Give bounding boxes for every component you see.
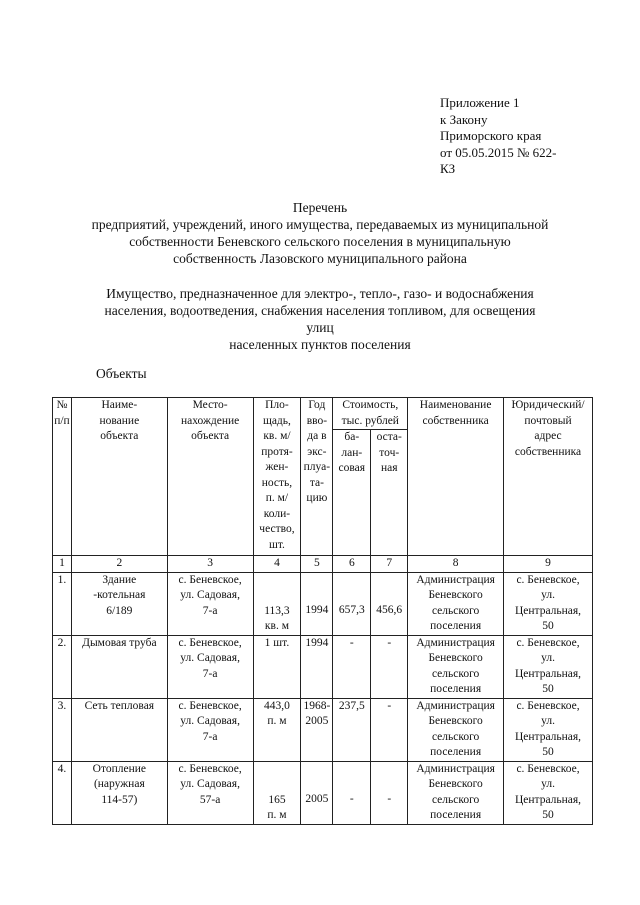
cell-text: 1 шт. (264, 636, 290, 649)
objects-label: Объекты (96, 366, 147, 381)
cell-text: Центральная, (514, 793, 582, 806)
header-text: объекта (100, 430, 139, 442)
object-residual-cost: 456,6 (371, 572, 408, 635)
cell-text: Здание (102, 573, 137, 586)
header-text: лан- (341, 446, 363, 459)
cell-text: с. Беневское, (516, 573, 580, 586)
cell-text: 50 (542, 809, 554, 821)
header-text: Место- (192, 399, 228, 411)
cell-text: ул. (541, 652, 555, 664)
header-location (167, 398, 253, 556)
header-text: п. м/ (265, 492, 289, 504)
owner-address (504, 635, 593, 698)
row-number: 3. (53, 698, 72, 761)
owner-name (408, 761, 504, 824)
object-balance-cost: - (333, 635, 371, 698)
header-text: точ- (379, 446, 400, 459)
header-balance (333, 430, 371, 556)
table-row (53, 572, 593, 635)
owner-address (504, 572, 593, 635)
object-location (167, 635, 253, 698)
object-area (253, 572, 301, 635)
cell-text: Сеть тепловая (84, 699, 155, 712)
cell-text: с. Беневское, (178, 573, 242, 586)
header-text: тыс. рублей (341, 414, 399, 427)
column-number: 2 (71, 556, 167, 573)
owner-name (408, 698, 504, 761)
cell-text: 2005 (305, 793, 329, 805)
column-number: 7 (371, 556, 408, 573)
column-numbering-row (53, 556, 593, 573)
owner-address (504, 761, 593, 824)
object-balance-cost: - (333, 761, 371, 824)
object-year (301, 572, 333, 635)
header-name (71, 398, 167, 556)
table-row (53, 698, 593, 761)
cell-text: ул. (541, 778, 555, 790)
header-text: ная (380, 462, 398, 474)
cell-text: 50 (542, 620, 554, 632)
header-residual (371, 430, 408, 556)
header-text: оста- (376, 431, 402, 443)
column-number: 3 (167, 556, 253, 573)
object-year (301, 761, 333, 824)
cell-text: п. м (267, 715, 287, 727)
object-area (253, 698, 301, 761)
cell-text: сельского (431, 730, 480, 743)
cell-text: Центральная, (514, 667, 582, 680)
cell-text: 50 (542, 683, 554, 695)
cell-text: Администрация (416, 573, 495, 586)
cell-text: 1968- (303, 699, 331, 712)
header-text: ба- (344, 431, 360, 443)
appendix-line: Приложение 1 (440, 95, 520, 110)
header-text: Пло- (265, 399, 289, 411)
cell-text: 165 (268, 793, 286, 806)
header-text: вво- (306, 414, 328, 427)
cell-text: 7-а (202, 730, 218, 743)
header-text: плуа- (303, 461, 331, 473)
cell-text: Администрация (416, 636, 495, 649)
cell-text: (наружная (93, 778, 145, 790)
cell-text: Отопление (92, 762, 147, 775)
column-number: 4 (253, 556, 301, 573)
header-text: Юридический/ (511, 399, 585, 411)
header-text: Наиме- (101, 399, 138, 411)
cell-text: п. м (267, 809, 287, 821)
appendix-block (440, 95, 610, 178)
header-year (301, 398, 333, 556)
cell-text: ул. Садовая, (180, 715, 240, 727)
header-text: адрес (534, 430, 562, 442)
header-text: чество, (259, 523, 295, 535)
cell-text: Администрация (416, 762, 495, 775)
cell-text: поселения (430, 683, 482, 695)
cell-text: 50 (542, 746, 554, 758)
owner-name (408, 572, 504, 635)
subtitle-line: Имущество, предназначенное для электро-, тепло-, газо- и водоснабжения (106, 286, 534, 301)
appendix-line: Приморского края (440, 128, 542, 143)
appendix-line: от 05.05.2015 № 622- (440, 144, 557, 160)
object-balance-cost: 657,3 (333, 572, 371, 635)
header-text: Стоимость, (342, 399, 399, 411)
header-text: почтовый (524, 414, 572, 427)
header-text: объекта (191, 430, 230, 442)
object-area (253, 761, 301, 824)
cell-text: с. Беневское, (516, 699, 580, 712)
object-name (71, 572, 167, 635)
cell-text: 2005 (305, 715, 329, 727)
object-year (301, 698, 333, 761)
cell-text: 7-а (202, 604, 218, 617)
header-text: шт. (268, 538, 285, 551)
header-text: совая (338, 462, 366, 474)
cell-text: 7-а (202, 667, 218, 680)
header-text: Наименование (419, 399, 492, 411)
owner-name (408, 635, 504, 698)
cell-text: Администрация (416, 699, 495, 712)
object-year (301, 635, 333, 698)
cell-text: с. Беневское, (178, 636, 242, 649)
cell-text: ул. (541, 589, 555, 601)
cell-text: 1994 (305, 604, 329, 616)
object-area (253, 635, 301, 698)
header-text: собственника (514, 445, 582, 458)
header-text: Год (308, 399, 326, 411)
column-number: 5 (301, 556, 333, 573)
header-text: жен- (265, 461, 289, 473)
object-name (71, 761, 167, 824)
table-row (53, 761, 593, 824)
header-text: коли- (263, 507, 291, 520)
cell-text: Беневского (428, 652, 483, 664)
header-num (53, 398, 72, 556)
header-text: ность, (261, 476, 293, 489)
title-line: Перечень (292, 200, 348, 215)
cell-text: 114-57) (101, 793, 138, 806)
cell-text: Центральная, (514, 604, 582, 617)
row-number: 1. (53, 572, 72, 635)
title-line: предприятий, учреждений, иного имущества, передаваемых из муниципальной (91, 217, 549, 232)
title-line: собственности Беневского сельского поселения в муниципальную (129, 234, 511, 249)
object-name (71, 635, 167, 698)
header-area (253, 398, 301, 556)
header-text: нование (99, 414, 140, 427)
document-title (40, 199, 600, 267)
owner-address (504, 698, 593, 761)
header-owner (408, 398, 504, 556)
table-header-row (53, 398, 593, 430)
cell-text: 57-а (199, 793, 221, 806)
object-location (167, 761, 253, 824)
row-number: 2. (53, 635, 72, 698)
cell-text: Беневского (428, 715, 483, 727)
header-text: собственника (422, 414, 489, 427)
header-address (504, 398, 593, 556)
column-number: 1 (53, 556, 72, 573)
cell-text: сельского (431, 667, 480, 680)
object-residual-cost: - (371, 698, 408, 761)
appendix-line: к Закону (440, 111, 488, 127)
cell-text: ул. (541, 715, 555, 727)
header-text: экс- (307, 445, 327, 458)
header-text: щадь, (262, 414, 291, 427)
title-line: собственность Лазовского муниципального района (173, 251, 467, 266)
subtitle-line: населенных пунктов поселения (229, 337, 411, 352)
header-text: цию (306, 492, 328, 504)
cell-text: с. Беневское, (516, 636, 580, 649)
header-text: да в (307, 430, 327, 442)
subtitle-line: населения, водоотведения, снабжения населения топливом, для освещения (104, 303, 536, 318)
column-number: 8 (408, 556, 504, 573)
cell-text: кв. м (264, 620, 289, 632)
header-text: кв. м/ (263, 430, 291, 442)
cell-text: ул. Садовая, (180, 589, 240, 601)
object-location (167, 572, 253, 635)
document-subtitle (40, 285, 600, 353)
object-residual-cost: - (371, 761, 408, 824)
column-number: 9 (504, 556, 593, 573)
header-text: протя- (261, 445, 293, 458)
table-row (53, 635, 593, 698)
cell-text: сельского (431, 793, 480, 806)
cell-text: Беневского (428, 778, 483, 790)
header-text: нахождение (180, 414, 240, 427)
cell-text: 113,3 (264, 604, 290, 617)
object-residual-cost: - (371, 635, 408, 698)
cell-text: Центральная, (514, 730, 582, 743)
cell-text: ул. Садовая, (180, 778, 240, 790)
cell-text: Беневского (428, 589, 483, 601)
property-table (52, 397, 593, 825)
header-cost (333, 398, 408, 430)
subtitle-line: улиц (306, 320, 334, 335)
object-location (167, 698, 253, 761)
object-balance-cost: 237,5 (333, 698, 371, 761)
cell-text: с. Беневское, (178, 762, 242, 775)
cell-text: поселения (430, 809, 482, 821)
cell-text: поселения (430, 620, 482, 632)
cell-text: 6/189 (106, 604, 133, 617)
cell-text: сельского (431, 604, 480, 617)
column-number: 6 (333, 556, 371, 573)
cell-text: с. Беневское, (178, 699, 242, 712)
cell-text: ул. Садовая, (180, 652, 240, 664)
header-text: № (56, 399, 68, 411)
cell-text: 443,0 (264, 699, 290, 712)
cell-text: -котельная (93, 589, 146, 601)
header-text: п/п (54, 414, 70, 427)
cell-text: 1994 (305, 636, 329, 649)
object-name (71, 698, 167, 761)
row-number: 4. (53, 761, 72, 824)
cell-text: с. Беневское, (516, 762, 580, 775)
cell-text: Дымовая труба (82, 636, 157, 649)
cell-text: поселения (430, 746, 482, 758)
appendix-line: КЗ (440, 161, 456, 176)
header-text: та- (309, 476, 324, 489)
